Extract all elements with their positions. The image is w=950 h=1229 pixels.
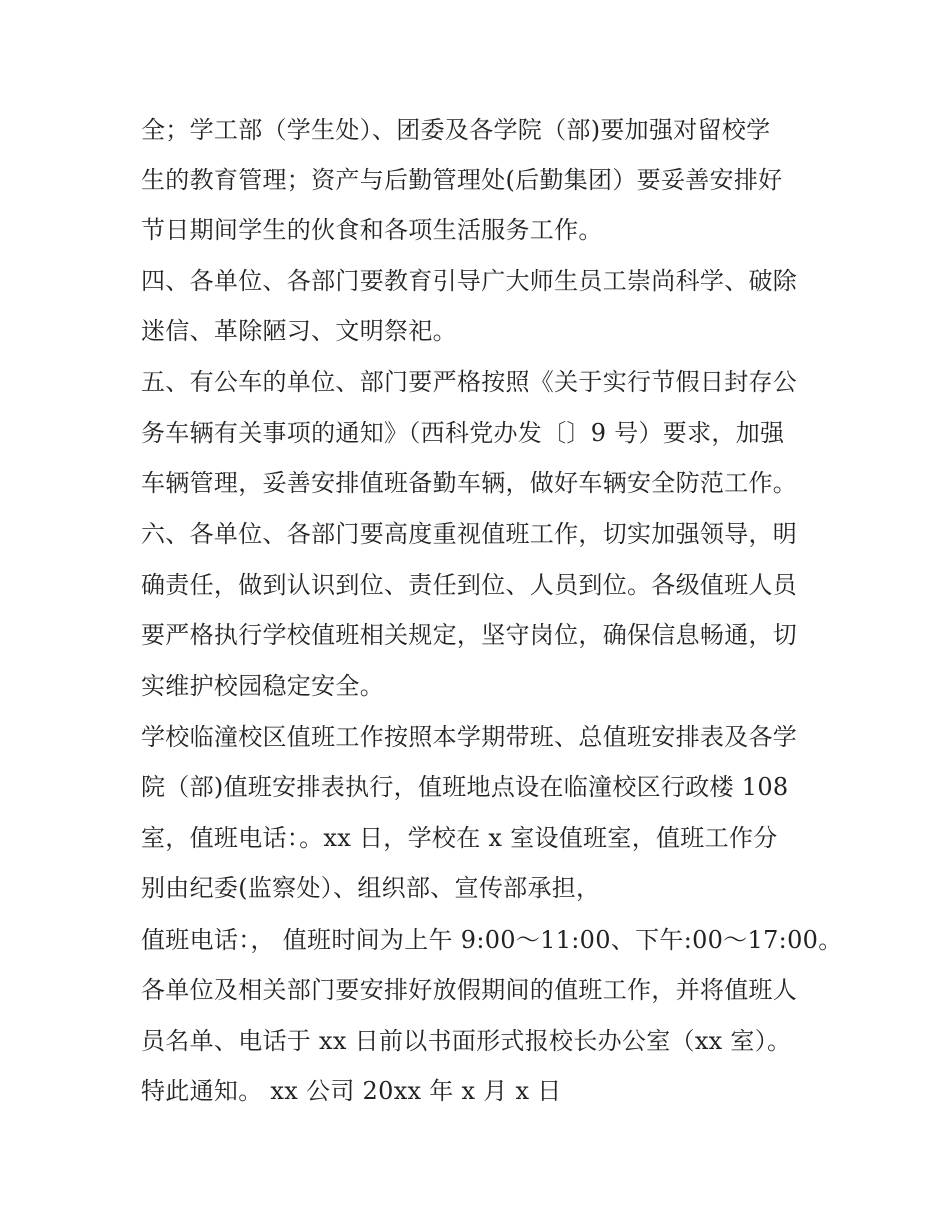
text-line: 员名单、电话于 xx 日前以书面形式报校长办公室（xx 室）。	[141, 1027, 792, 1055]
text-line: 室，值班电话：。xx 日，学校在 x 室设值班室，值班工作分	[141, 824, 778, 852]
text-line: 别由纪委(监察处）、组织部、宣传部承担，	[141, 874, 601, 902]
text-line: 节日期间学生的伙食和各项生活服务工作。	[141, 216, 603, 244]
text-line: 六、各单位、各部门要高度重视值班工作，切实加强领导，明	[141, 520, 798, 548]
text-line: 学校临潼校区值班工作按照本学期带班、总值班安排表及各学	[141, 723, 798, 751]
text-line: 特此通知。 xx 公司 20xx 年 x 月 x 日	[141, 1077, 562, 1105]
text-line: 要严格执行学校值班相关规定，坚守岗位，确保信息畅通，切	[141, 621, 798, 649]
text-line: 实维护校园稳定安全。	[141, 672, 384, 700]
text-line: 院（部)值班安排表执行，值班地点设在临潼校区行政楼 108	[141, 773, 789, 801]
text-line: 五、有公车的单位、部门要严格按照《关于实行节假日封存公	[141, 368, 798, 396]
text-line: 确责任，做到认识到位、责任到位、人员到位。各级值班人员	[141, 571, 798, 599]
text-line: 四、各单位、各部门要教育引导广大师生员工崇尚科学、破除	[141, 267, 798, 295]
text-line: 值班电话：， 值班时间为上午 9:00～11:00、下午:00～17:00。	[141, 926, 843, 954]
text-line: 车辆管理，妥善安排值班备勤车辆，做好车辆安全防范工作。	[141, 469, 798, 497]
text-line: 各单位及相关部门要安排好放假期间的值班工作，并将值班人	[141, 976, 798, 1004]
text-line: 全；学工部（学生处）、团委及各学院（部)要加强对留校学	[141, 116, 771, 144]
text-line: 迷信、革除陋习、文明祭祀。	[141, 317, 457, 345]
text-line: 务车辆有关事项的通知》（西科党办发〔〕9 号）要求，加强	[141, 419, 785, 447]
text-line: 生的教育管理；资产与后勤管理处(后勤集团）要妥善安排好	[141, 166, 783, 194]
